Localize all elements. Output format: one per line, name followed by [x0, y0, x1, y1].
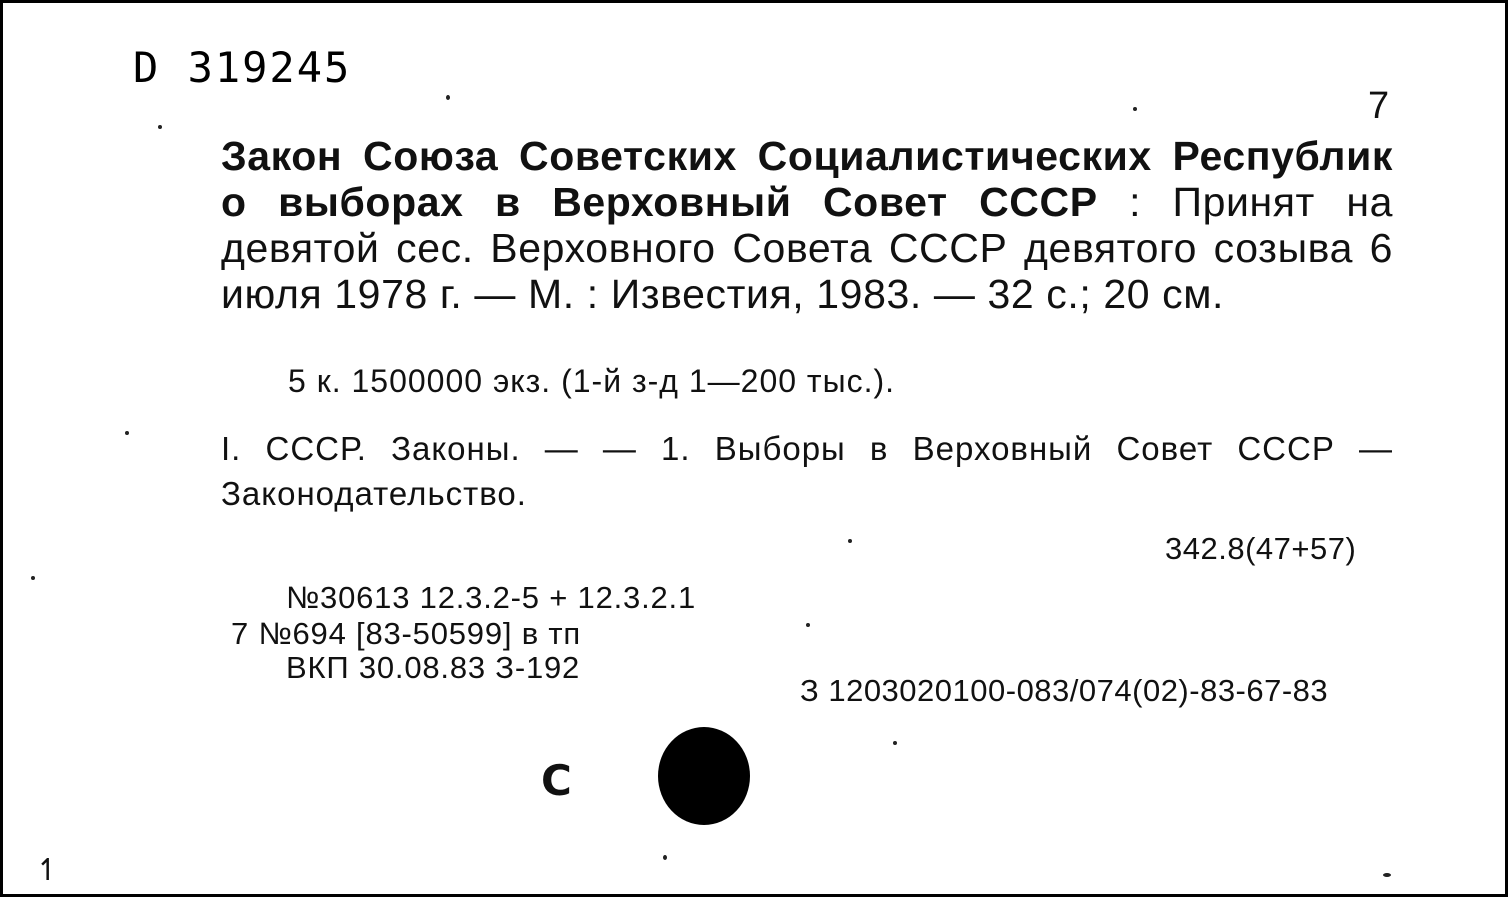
speck-icon — [1133, 107, 1137, 111]
tech-line-1: №30613 12.3.2-5 + 12.3.2.1 — [286, 580, 696, 615]
speck-icon — [31, 576, 35, 580]
price-run: 5 к. 1500000 экз. (1-й з-д 1—200 тыс.). — [288, 363, 896, 399]
subject-headings: I. СССР. Законы. — — 1. Выборы в Верховный Совет СССР — Законодательство. — [221, 430, 1393, 512]
corner-glyph-icon: ↿ — [35, 853, 61, 888]
speck-icon — [806, 623, 810, 627]
bibliographic-description — [221, 133, 1393, 317]
udc-index: 342.8(47+57) — [1165, 531, 1357, 566]
speck-icon — [893, 741, 897, 745]
punch-hole-icon — [658, 727, 750, 825]
speck-icon — [848, 539, 852, 543]
speck-icon — [663, 855, 667, 860]
speck-icon — [446, 95, 450, 100]
title-bold: Закон Союза Советских Социалистических Республик о выборах в Верховный Совет СССР — [221, 133, 1393, 225]
speck-icon — [1383, 873, 1391, 877]
description-text: : Принят на девятой сес. Верховного Совета СССР девятого созыва 6 июля 1978 г. — М. : Известия, 1983. — 32 с.; 20 см. — [221, 179, 1394, 317]
speck-icon — [125, 431, 129, 435]
tech-line-2: 7 №694 [83-50599] в тп — [231, 616, 581, 651]
tech-line-3: ВКП 30.08.83 З-192 — [286, 650, 581, 685]
inventory-number: D 319245 — [133, 43, 352, 92]
speck-icon — [158, 125, 162, 129]
corner-mark: 7 — [1368, 85, 1390, 127]
isbn-code: З 1203020100-083/074(02)-83-67-83 — [800, 673, 1329, 708]
c-mark: С — [541, 756, 572, 805]
